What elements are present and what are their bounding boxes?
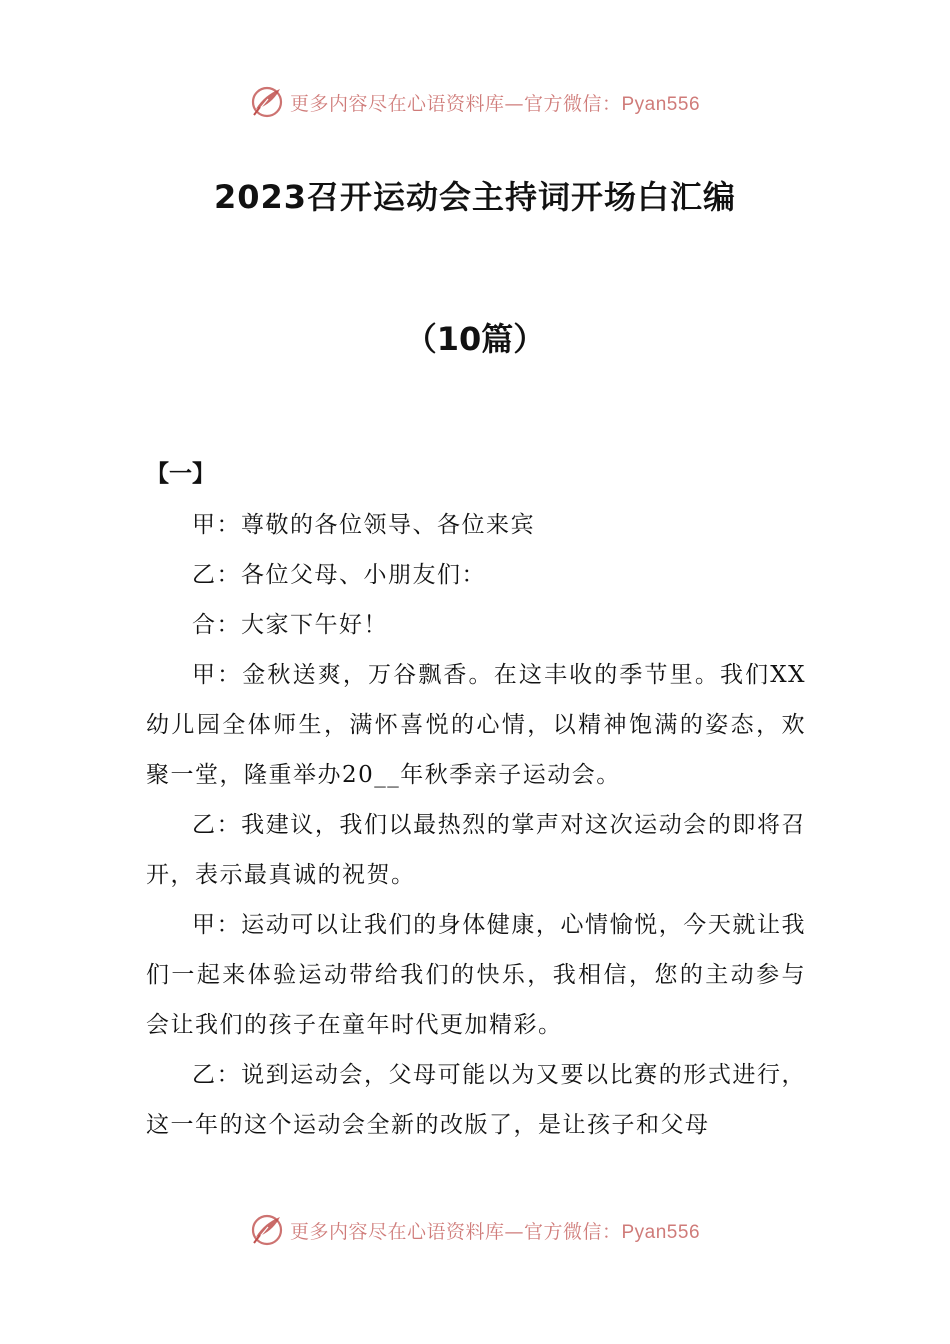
banner-wechat-id: Pyan556 [621, 93, 701, 115]
document-subtitle: （10篇） [404, 320, 546, 358]
document-title: 2023召开运动会主持词开场白汇编 [213, 178, 737, 216]
paragraph: 乙：各位父母、小朋友们： [192, 562, 486, 588]
paragraph: 甲：尊敬的各位领导、各位来宾 [192, 512, 535, 538]
paragraph: 甲：金秋送爽，万谷飘香。在这丰收的季节里。我们XX幼儿园全体师生，满怀喜悦的心情，以精神饱满的姿态，欢聚一堂，隆重举办20__年秋季亲子运动会。 [146, 662, 806, 788]
quill-pen-icon [250, 85, 284, 119]
paragraph: 乙：我建议，我们以最热烈的掌声对这次运动会的即将召开，表示最真诚的祝贺。 [146, 812, 806, 888]
quill-pen-icon [250, 1213, 284, 1247]
section-heading: 【一】 [146, 461, 215, 487]
paragraph: 乙：说到运动会，父母可能以为又要以比赛的形式进行，这一年的这个运动会全新的改版了，是让孩子和父母 [146, 1062, 806, 1138]
paragraph: 甲：运动可以让我们的身体健康，心情愉悦，今天就让我们一起来体验运动带给我们的快乐，我相信，您的主动参与会让我们的孩子在童年时代更加精彩。 [146, 912, 806, 1038]
header-banner [0, 82, 950, 122]
banner-wechat-id: Pyan556 [621, 1221, 701, 1243]
document-body [146, 500, 806, 1150]
footer-banner [0, 1210, 950, 1250]
paragraph: 合：大家下午好！ [192, 612, 388, 638]
banner-text: 更多内容尽在心语资料库—官方微信：Pyan556 [289, 92, 701, 115]
banner-text: 更多内容尽在心语资料库—官方微信：Pyan556 [289, 1220, 701, 1243]
